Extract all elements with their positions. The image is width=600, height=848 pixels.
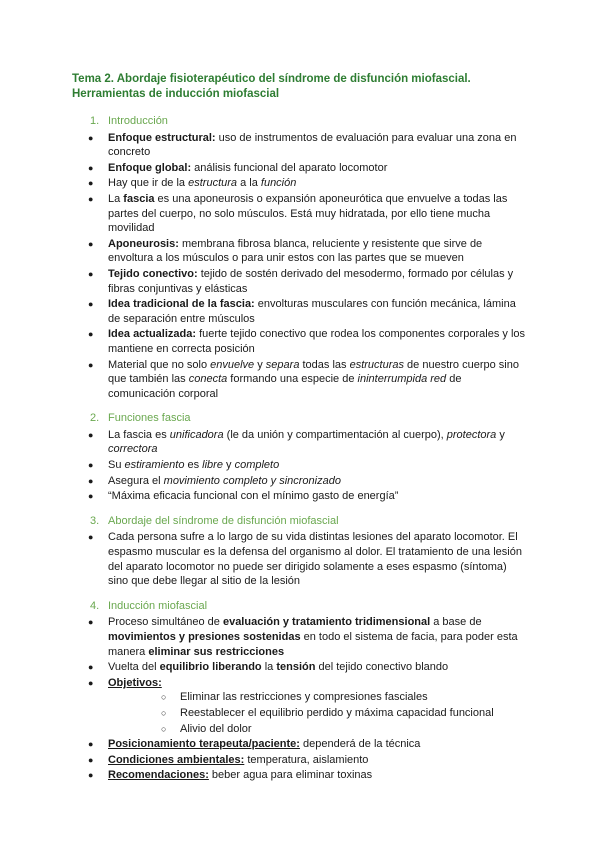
sub-list-item: ○ Reestablecer el equilibrio perdido y máxima capacidad funcional xyxy=(108,706,528,721)
emphasis: correctora xyxy=(108,443,158,456)
list-item xyxy=(72,131,528,160)
strong: movimientos y presiones sostenidas xyxy=(108,631,301,643)
section-heading-text: Inducción miofascial xyxy=(108,599,208,612)
list-item xyxy=(72,753,528,768)
list-item xyxy=(72,530,528,588)
definition: fuerte tejido conectivo que rodea los componentes corporales y los mantiene en correcta posición xyxy=(108,328,526,355)
definition: análisis funcional del aparato locomotor xyxy=(191,161,388,174)
definition: dependerá de la técnica xyxy=(299,738,421,751)
text: a base de xyxy=(430,616,482,629)
term: Enfoque global: xyxy=(108,161,192,174)
emphasis: función xyxy=(260,177,297,190)
title-line-1: Tema 2. Abordaje fisioterapéutico del síndrome de disfunción miofascial. xyxy=(72,73,471,85)
text: Vuelta del xyxy=(108,661,160,674)
term: Recomendaciones: xyxy=(108,769,209,782)
list-item xyxy=(72,489,528,504)
term: Enfoque estructural: xyxy=(108,131,216,144)
list-item xyxy=(72,176,528,191)
section-number: 1. xyxy=(90,115,100,127)
sub-list xyxy=(108,690,528,736)
list-item xyxy=(72,297,528,326)
bullet-list xyxy=(72,615,528,783)
emphasis: estructura xyxy=(188,177,238,190)
emphasis: conecta xyxy=(188,373,228,386)
definition: temperatura, aislamiento xyxy=(244,753,369,766)
text: (le da unión y compartimentación al cuerpo), xyxy=(223,428,447,441)
strong: eliminar sus restricciones xyxy=(148,645,285,658)
text: es xyxy=(184,459,203,472)
list-item xyxy=(72,615,528,659)
text: la xyxy=(261,661,277,674)
list-item xyxy=(72,737,528,752)
text: Cada persona sufre a lo largo de su vida distintas lesiones del aparato locomotor. El espasmo muscular es la defensa del organismo al dolor. El tratamiento de una lesión del aparato locomotor no puede ser dirigido solamente a eses espasmo (síntoma) sino que debe llegar al sitio de la lesión xyxy=(108,531,522,588)
emphasis: unificadora xyxy=(169,428,224,441)
list-item xyxy=(72,327,528,356)
quote: “Máxima eficacia funcional con el mínimo gasto de energía” xyxy=(108,490,399,503)
definition: tejido de sostén derivado del mesodermo, formado por células y fibras conjuntivas y elásticas xyxy=(108,267,514,295)
list-item xyxy=(72,161,528,176)
definition: membrana fibrosa blanca, reluciente y resistente que sirve de envoltura a los músculos o para unir estos con las partes que se mueven xyxy=(108,237,483,265)
sub-list-item: ○ Eliminar las restricciones y compresiones fasciales xyxy=(108,690,528,705)
term: Objetivos: xyxy=(108,676,162,689)
section-number: 2. xyxy=(90,412,100,425)
list-item xyxy=(72,237,528,266)
text: y xyxy=(254,358,266,371)
text: La fascia es xyxy=(108,428,170,441)
list-item xyxy=(72,458,528,473)
text: del tejido conectivo blando xyxy=(315,661,449,674)
text: y xyxy=(496,428,505,441)
text: Material que no solo xyxy=(108,358,211,371)
term: fascia xyxy=(123,192,155,205)
text: todas las xyxy=(299,358,350,371)
term: Idea actualizada: xyxy=(108,328,197,341)
term: Aponeurosis: xyxy=(108,237,179,250)
title-line-2: Herramientas de inducción miofascial xyxy=(72,88,280,100)
sub-list-item: ○ Alivio del dolor xyxy=(108,722,528,737)
section-heading-text: Introducción xyxy=(108,115,168,127)
definition: beber agua para eliminar toxinas xyxy=(208,769,373,782)
term: Posicionamiento terapeuta/paciente: xyxy=(108,738,300,751)
section-heading xyxy=(90,514,528,529)
text: Proceso simultáneo de xyxy=(108,616,223,629)
section-induccion-miofascial xyxy=(72,599,528,783)
bullet-list xyxy=(72,428,528,504)
list-item xyxy=(72,768,528,783)
section-funciones-fascia xyxy=(72,411,528,504)
emphasis: envuelve xyxy=(210,358,255,371)
list-item xyxy=(72,358,528,402)
section-heading xyxy=(90,411,528,426)
text: La xyxy=(108,192,124,205)
section-heading xyxy=(90,114,528,129)
text: en todo el sistema de facia, para poder esta manera xyxy=(108,631,518,658)
strong: evaluación y tratamiento tridimensional xyxy=(222,616,431,629)
document-body xyxy=(72,114,528,793)
section-abordaje xyxy=(72,514,528,589)
text: y xyxy=(222,459,235,472)
text: a la xyxy=(237,177,261,190)
list-item xyxy=(72,676,528,736)
text: de nuestro cuerpo sino que también las xyxy=(108,358,519,386)
emphasis: separa xyxy=(265,358,300,371)
section-heading xyxy=(90,599,528,614)
document-title xyxy=(72,72,532,102)
emphasis: estructuras xyxy=(349,358,404,371)
term: Tejido conectivo: xyxy=(108,267,198,280)
bullet-list xyxy=(72,131,528,402)
section-heading-text: Funciones fascia xyxy=(108,412,191,425)
text: Su xyxy=(108,459,125,472)
emphasis: libre xyxy=(202,459,223,472)
emphasis: estiramiento xyxy=(124,459,185,472)
definition: uso de instrumentos de evaluación para evaluar una zona en concreto xyxy=(108,131,517,159)
text: Asegura el xyxy=(108,474,164,487)
section-number: 4. xyxy=(90,599,100,612)
emphasis: ininterrumpida red xyxy=(357,373,447,386)
strong: tensión xyxy=(276,661,316,674)
list-item xyxy=(72,660,528,675)
text: Hay que ir de la xyxy=(108,177,189,190)
section-number: 3. xyxy=(90,514,100,527)
text: es una aponeurosis o expansión aponeurótica que envuelve a todas las partes del cuerpo, no solo músculos. Está muy hidratada, por ello tiene mucha movilidad xyxy=(108,192,508,235)
bullet-list xyxy=(72,530,528,588)
emphasis: protectora xyxy=(446,428,497,441)
list-item xyxy=(72,428,528,457)
text: de comunicación corporal xyxy=(108,373,462,400)
list-item xyxy=(72,267,528,296)
section-introduccion xyxy=(72,114,528,401)
definition: envolturas musculares con función mecánica, lámina de separación entre músculos xyxy=(108,298,516,325)
list-item xyxy=(72,474,528,489)
section-heading-text: Abordaje del síndrome de disfunción miofascial xyxy=(108,514,339,527)
strong: equilibrio liberando xyxy=(159,661,262,674)
term: Condiciones ambientales: xyxy=(108,753,245,766)
emphasis: completo xyxy=(234,459,280,472)
list-item xyxy=(72,192,528,236)
text: formando una especie de xyxy=(227,373,358,386)
emphasis: movimiento completo y sincronizado xyxy=(163,474,341,487)
term: Idea tradicional de la fascia: xyxy=(108,298,255,311)
